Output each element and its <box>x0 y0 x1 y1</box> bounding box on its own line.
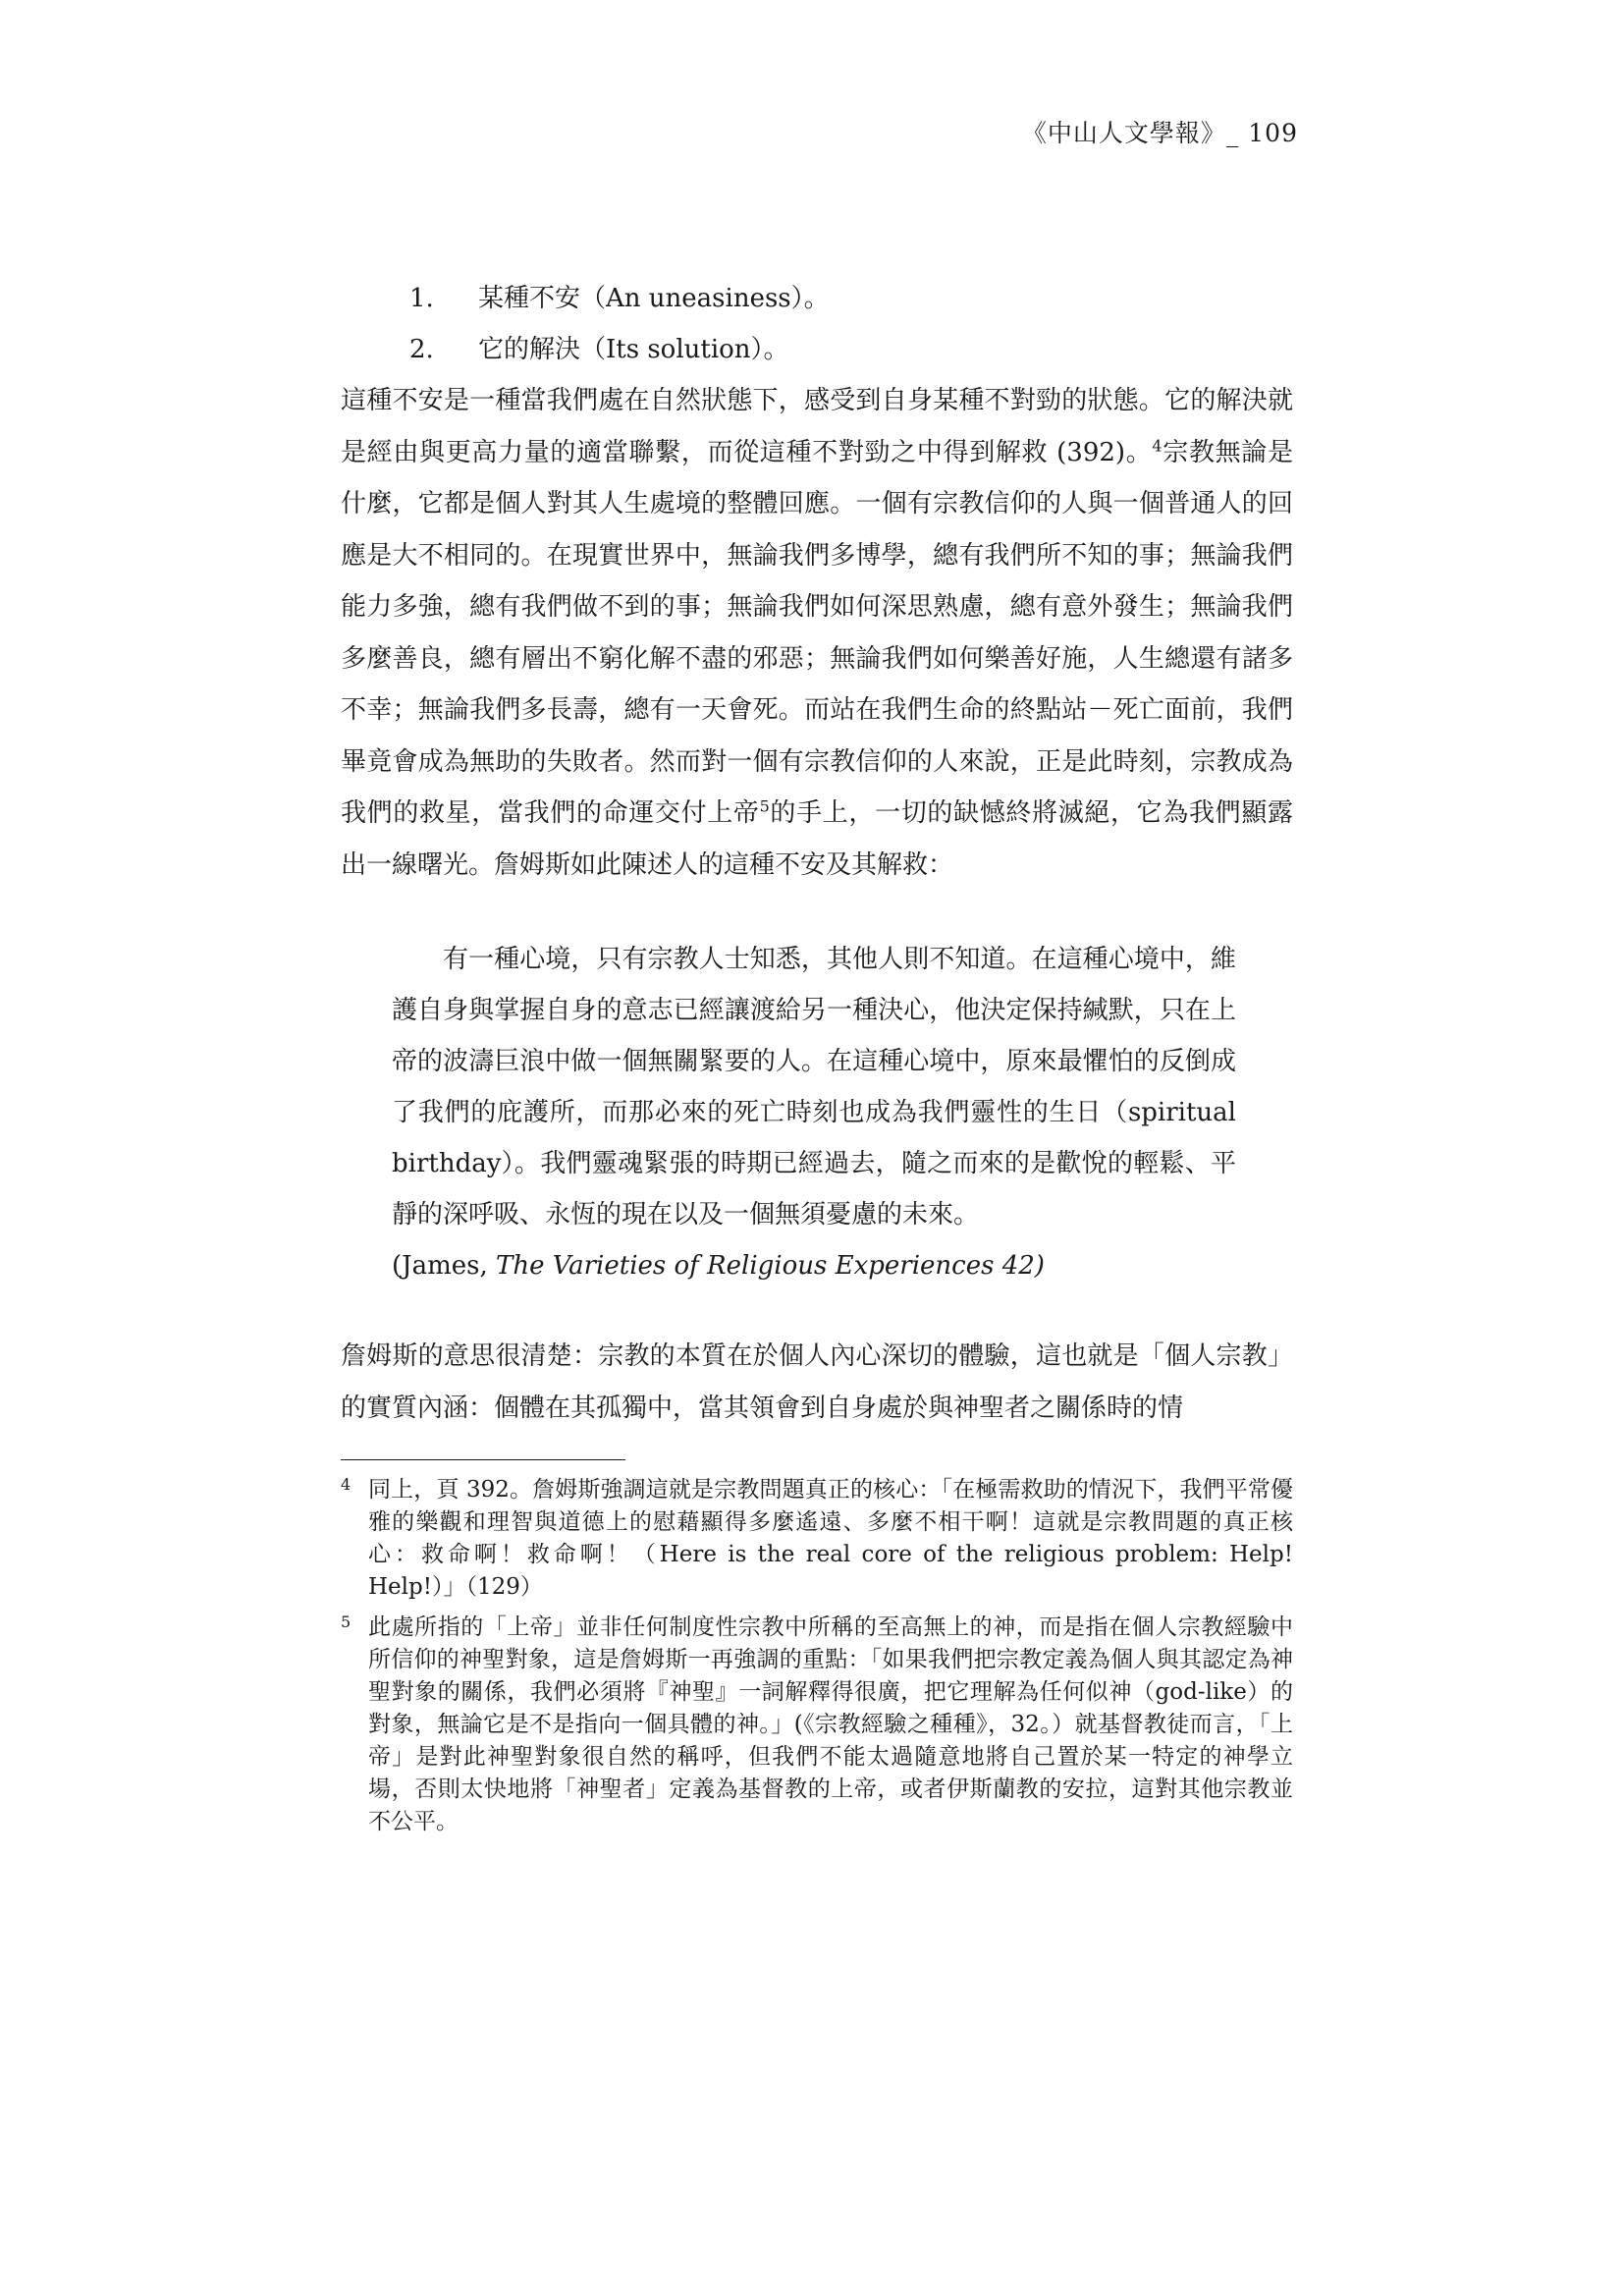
footnote-text: 同上，頁 392。詹姆斯強調這就是宗教問題真正的核心：「在極需救助的情況下，我們平常優雅的樂觀和理智與道德上的慰藉顯得多麼遙遠、多麼不相干啊！這就是宗教問題的真正核心：救命啊！救命啊！（Here is the real core of the religious problem: Help! Help!）」（129） <box>368 1477 1293 1600</box>
quote-text: 有一種心境，只有宗教人士知悉，其他人則不知道。在這種心境中，維護自身與掌握自身的意志已經讓渡給另一種決心，他決定保持緘默，只在上帝的波濤巨浪中做一個無關緊要的人。在這種心境中，原來最懼怕的反倒成了我們的庇護所，而那必來的死亡時刻也成為我們靈性的生日（spiritual birthday）。我們靈魂緊張的時期已經過去，隨之而來的是歡悅的輕鬆、平靜的深呼吸、永恆的現在以及一個無須憂慮的未來。 <box>392 945 1236 1230</box>
para1-text-a: 這種不安是一種當我們處在自然狀態下，感受到自身某種不對勁的狀態。它的解決就是經由與更高力量的適當聯繫，而從這種不對勁之中得到解救 (392)。 <box>341 386 1293 467</box>
footnote-5 <box>341 1612 1293 1838</box>
page-body <box>341 273 1293 1838</box>
footnote-number: 4 <box>341 1475 351 1494</box>
list-item-2 <box>341 324 1293 375</box>
para1-text-b: 宗教無論是什麼，它都是個人對其人生處境的整體回應。一個有宗教信仰的人與一個普通人的回應是大不相同的。在現實世界中，無論我們多博學，總有我們所不知的事；無論我們能力多強，總有我們做不到的事；無論我們如何深思熟慮，總有意外發生；無論我們多麼善良，總有層出不窮化解不盡的邪惡；無論我們如何樂善好施，人生總還有諸多不幸；無論我們多長壽，總有一天會死。而站在我們生命的終點站－死亡面前，我們畢竟會成為無助的失敗者。然而對一個有宗教信仰的人來說，正是此時刻，宗教成為我們的救星，當我們的命運交付上帝 <box>341 437 1293 828</box>
block-quote <box>392 934 1236 1240</box>
para1-text-c: 的手上，一切的缺憾終將滅絕，它為我們顯露出一線曙光。詹姆斯如此陳述人的這種不安及其解救： <box>341 798 1293 880</box>
running-header: 《中山人文學報》_ 109 <box>1021 119 1298 147</box>
footnote-ref-4[interactable]: 4 <box>1152 435 1162 455</box>
quote-citation <box>392 1240 1293 1291</box>
list-number: 1. <box>409 284 434 313</box>
list-text: 某種不安（An uneasiness）。 <box>478 284 830 313</box>
footnote-divider <box>341 1459 625 1460</box>
list-text: 它的解決（Its solution）。 <box>478 335 789 364</box>
body-paragraph-2: 詹姆斯的意思很清楚：宗教的本質在於個人內心深切的體驗，這也就是「個人宗教」的實質內涵：個體在其孤獨中，當其領會到自身處於與神聖者之關係時的情 <box>341 1341 1293 1423</box>
footnotes <box>341 1474 1293 1838</box>
footnote-text: 此處所指的「上帝」並非任何制度性宗教中所稱的至高無上的神，而是指在個人宗教經驗中所信仰的神聖對象，這是詹姆斯一再強調的重點：「如果我們把宗教定義為個人與其認定為神聖對象的關係，我們必須將『神聖』一詞解釋得很廣，把它理解為任何似神（god-like）的對象，無論它是不是指向一個具體的神。」(《宗教經驗之種種》，32。）就基督教徒而言，「上帝」是對此神聖對象很自然的稱呼，但我們不能太過隨意地將自己置於某一特定的神學立場，否則太快地將「神聖者」定義為基督教的上帝，或者伊斯蘭教的安拉，這對其他宗教並不公平。 <box>368 1614 1293 1834</box>
body-paragraph-1 <box>341 375 1293 891</box>
footnote-ref-5[interactable]: 5 <box>759 796 770 816</box>
footnote-4 <box>341 1474 1293 1604</box>
list-item-1 <box>341 273 1293 324</box>
citation-title: The Varieties of Religious Experiences 42) <box>495 1251 1045 1281</box>
citation-author: (James, <box>392 1251 496 1281</box>
footnote-number: 5 <box>341 1613 351 1631</box>
list-number: 2. <box>409 335 434 364</box>
